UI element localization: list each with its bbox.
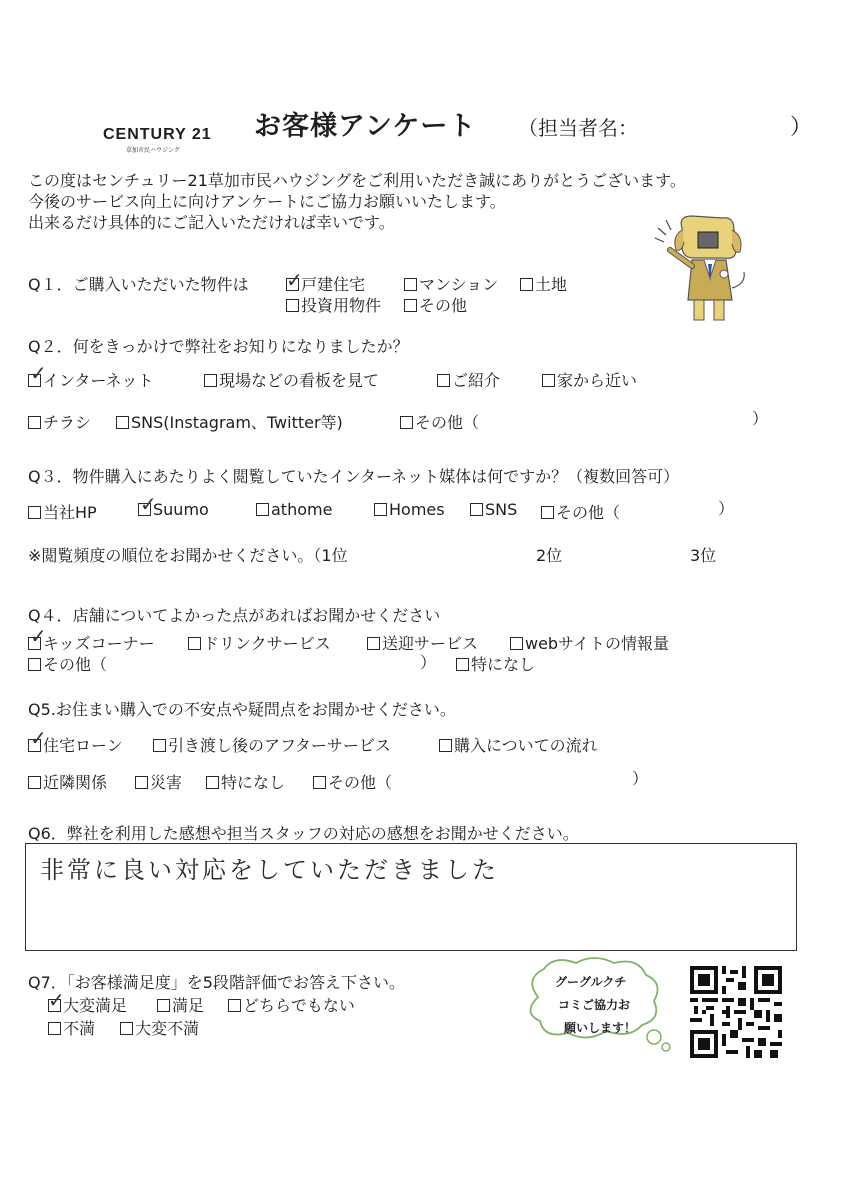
checkbox[interactable] [28,776,41,789]
q2-question: Q２．何をきっかけで弊社をお知りになりましたか？ [28,337,409,356]
q2-other-close: ） [752,409,769,428]
checkbox[interactable] [313,776,326,789]
checkbox[interactable] [541,506,554,519]
q1-option-house[interactable]: 戸建住宅 [286,272,365,295]
intro-line-1: この度はセンチュリー21草加市民ハウジングをご利用いただき誠にありがとうございます。 [28,171,686,190]
q5-option-neighbors[interactable]: 近隣関係 [28,770,107,793]
q3-question: Q３．物件購入にあたりよく閲覧していたインターネット媒体は何ですか？（複数回答可） [28,467,680,486]
q7-option-very-satisfied[interactable]: 大変満足 [48,993,127,1016]
intro-line-2: 今後のサービス向上に向けアンケートにご協力お願いいたします。 [28,192,506,211]
checkbox[interactable] [542,374,555,387]
check-mark-icon: ✓ [286,268,303,292]
checkbox[interactable] [206,776,219,789]
q3-rank-3: 3位 [690,546,717,565]
bubble-line-2: コミご協力お [558,998,631,1012]
q3-rank-note: ※閲覧頻度の順位をお聞かせください。（1位 [28,546,348,565]
staff-name-close: ） [790,115,813,140]
q7-option-dissatisfied[interactable]: 不満 [48,1016,95,1039]
checkbox[interactable] [437,374,450,387]
q3-option-athome[interactable]: athome [256,500,332,519]
q7-option-neutral[interactable]: どちらでもない [228,993,355,1016]
q5-option-disaster[interactable]: 災害 [135,770,182,793]
q5-option-after-service[interactable]: 引き渡し後のアフターサービス [153,733,391,756]
check-mark-icon: ✓ [140,492,157,516]
checkbox[interactable] [28,416,41,429]
q2-option-near-home[interactable]: 家から近い [542,368,637,391]
checkbox[interactable] [404,299,417,312]
q3-option-homes[interactable]: Homes [374,500,445,519]
checkbox[interactable] [367,637,380,650]
q3-option-sns[interactable]: SNS [470,500,517,519]
checkbox[interactable] [48,1022,61,1035]
q3-other-close: ） [718,499,735,518]
bubble-line-3: 願いします！ [564,1021,637,1035]
checkbox[interactable] [135,776,148,789]
checkbox[interactable] [188,637,201,650]
q5-option-other[interactable]: その他（ [313,770,392,793]
q2-option-signboard[interactable]: 現場などの看板を見て [204,368,379,391]
q2-option-flyer[interactable]: チラシ [28,410,91,433]
q3-rank-2: 2位 [536,546,563,565]
q5-question: Q5.お住まい購入での不安点や疑問点をお聞かせください。 [28,700,456,719]
q4-option-web-info[interactable]: webサイトの情報量 [510,631,669,654]
check-mark-icon: ✓ [30,624,47,648]
checkbox[interactable] [116,416,129,429]
q2-option-sns[interactable]: SNS(Instagram、Twitter等) [116,410,343,433]
checkbox[interactable] [400,416,413,429]
staff-name-label: （担当者名： [518,116,638,140]
q4-option-shuttle[interactable]: 送迎サービス [367,631,478,654]
q4-other-close: ） [420,653,437,672]
q5-option-purchase-flow[interactable]: 購入についての流れ [439,733,598,756]
checkbox[interactable] [456,658,469,671]
q3-option-suumo[interactable]: Suumo [138,500,209,519]
checkbox[interactable] [510,637,523,650]
checkbox[interactable] [228,999,241,1012]
q1-question: Q１．ご購入いただいた物件は [28,275,249,294]
checkbox[interactable] [404,278,417,291]
q2-option-internet[interactable]: インターネット [28,368,154,391]
q4-option-drink[interactable]: ドリンクサービス [188,631,331,654]
q6-handwritten-answer: 非常に良い対応をしていただきました [40,856,499,884]
checkbox[interactable] [256,503,269,516]
q2-option-referral[interactable]: ご紹介 [437,368,500,391]
checkbox[interactable] [28,506,41,519]
checkbox[interactable] [439,739,452,752]
q4-question: Q４．店舗についてよかった点があればお聞かせください [28,606,441,625]
q7-question: Q7．「お客様満足度」を5段階評価でお答え下さい。 [28,973,405,992]
q7-option-satisfied[interactable]: 満足 [157,993,204,1016]
check-mark-icon: ✓ [30,726,47,750]
check-mark-icon: ✓ [48,988,65,1012]
q5-option-mortgage[interactable]: 住宅ローン [28,733,123,756]
q3-option-company-hp[interactable]: 当社HP [28,500,97,523]
checkbox[interactable] [286,299,299,312]
page-title: お客様アンケート [254,111,477,142]
q5-option-none[interactable]: 特になし [206,770,285,793]
check-mark-icon: ✓ [30,361,47,385]
bubble-line-1: グーグルクチ [555,975,627,989]
q4-option-other[interactable]: その他（ [28,652,107,675]
q7-option-very-dissatisfied[interactable]: 大変不満 [120,1016,199,1039]
checkbox[interactable] [520,278,533,291]
q1-option-land[interactable]: 土地 [520,272,567,295]
q4-option-kids-corner[interactable]: キッズコーナー [28,631,155,654]
checkbox[interactable] [470,503,483,516]
q4-option-none[interactable]: 特になし [456,652,535,675]
qr-code-icon[interactable] [690,966,782,1058]
checkbox[interactable] [157,999,170,1012]
q1-option-investment[interactable]: 投資用物件 [286,293,381,316]
q5-other-close: ） [632,769,649,788]
intro-line-3: 出来るだけ具体的にご記入いただければ幸いです。 [28,213,395,232]
mascot-dog-icon [652,208,752,326]
company-logo-subtitle: 草加市民ハウジング [126,147,180,154]
company-logo: CENTURY 21 [103,126,212,143]
q1-option-other[interactable]: その他 [404,293,467,316]
checkbox[interactable] [204,374,217,387]
q1-option-mansion[interactable]: マンション [404,272,498,295]
checkbox[interactable] [153,739,166,752]
q2-option-other[interactable]: その他（ [400,410,479,433]
checkbox[interactable] [374,503,387,516]
checkbox[interactable] [28,658,41,671]
q6-question: Q6．弊社を利用した感想や担当スタッフの対応の感想をお聞かせください。 [28,824,579,843]
q3-option-other[interactable]: その他（ [541,500,620,523]
checkbox[interactable] [120,1022,133,1035]
